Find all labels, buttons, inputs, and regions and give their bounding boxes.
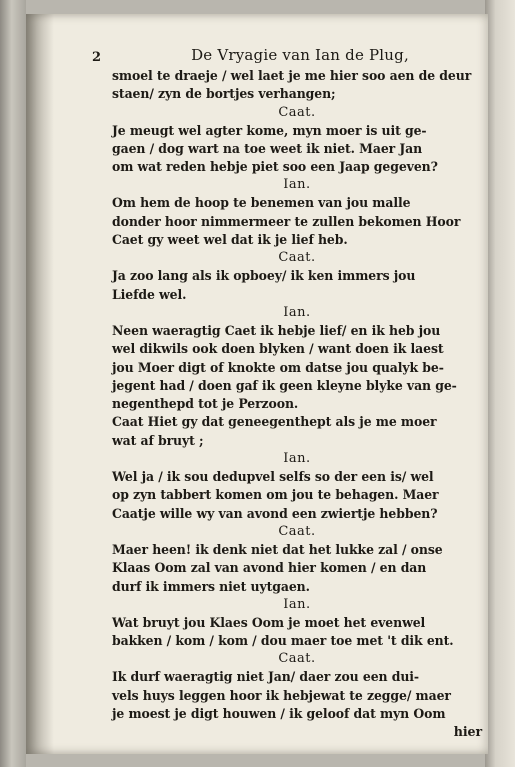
text-line: Wel ja / ik sou dedupvel selfs so der een is/ wel xyxy=(112,469,434,485)
scan-edge-right xyxy=(485,0,515,767)
text-line: jegent had / doen gaf ik geen kleyne blyke van ge- xyxy=(112,377,457,393)
text-line: Maer heen! ik denk niet dat het lukke zal / onse xyxy=(112,541,443,557)
text-line: Caet gy weet wel dat ik je lief heb. xyxy=(112,232,348,248)
text-line: bakken / kom / kom / dou maer toe met 't dik ent. xyxy=(112,633,454,649)
text-line: Ik durf waeragtig niet Jan/ daer zou een dui- xyxy=(112,669,420,685)
text-line: Caatje wille wy van avond een zwiertje hebben? xyxy=(112,505,438,521)
page-header xyxy=(115,46,485,64)
binding-shadow xyxy=(26,14,54,754)
speaker-name: Caat. xyxy=(278,250,316,266)
speaker-name: Ian. xyxy=(283,177,311,193)
speaker-name: Caat. xyxy=(278,523,316,539)
text-line: gaen / dog wart na toe weet ik niet. Maer Jan xyxy=(112,140,423,156)
text-line: hier xyxy=(453,724,482,740)
page-body-text xyxy=(112,67,482,742)
speaker-name: Ian. xyxy=(283,596,311,612)
scan-edge-left xyxy=(0,0,26,767)
speaker-name: Ian. xyxy=(283,451,311,467)
text-line: smoel te draeje / wel laet je me hier soo aen de deur xyxy=(112,68,472,83)
text-line: Neen waeragtig Caet ik hebje lief/ en ik heb jou xyxy=(112,322,441,338)
text-line: Klaas Oom zal van avond hier komen / en dan xyxy=(112,560,427,576)
text-line: Ja zoo lang als ik opboey/ ik ken immers jou xyxy=(112,268,416,284)
text-line: jou Moer digt of knokte om datse jou qualyk be- xyxy=(112,359,444,375)
text-line: om wat reden hebje piet soo een Jaap gegeven? xyxy=(112,159,438,175)
text-line: durf ik immers niet uytgaen. xyxy=(112,578,310,594)
text-line: wat af bruyt ; xyxy=(112,432,204,448)
text-line: Caat Hiet gy dat geneegenthept als je me moer xyxy=(112,414,437,430)
running-title: De Vryagie van Ian de Plug, xyxy=(191,46,409,64)
text-line: je moest je digt houwen / ik geloof dat myn Oom xyxy=(112,706,446,722)
speaker-name: Caat. xyxy=(278,651,316,667)
text-line: vels huys leggen hoor ik hebjewat te zegge/ maer xyxy=(112,687,451,703)
text-line: Wat bruyt jou Klaes Oom je moet het evenwel xyxy=(112,614,426,630)
text-line: donder hoor nimmermeer te zullen bekomen Hoor xyxy=(112,213,461,229)
text-line: negenthepd tot je Perzoon. xyxy=(112,396,299,412)
text-line: staen/ zyn de bortjes verhangen; xyxy=(112,86,336,102)
page-number: 2 xyxy=(92,50,102,65)
speaker-name: Ian. xyxy=(283,304,311,320)
text-line: Om hem de hoop te benemen van jou malle xyxy=(112,195,411,211)
text-line: Je meugt wel agter kome, myn moer is uit ge- xyxy=(112,122,427,138)
text-line: Liefde wel. xyxy=(112,286,187,302)
text-line: op zyn tabbert komen om jou te behagen. Maer xyxy=(112,487,439,503)
speaker-name: Caat. xyxy=(278,104,316,120)
text-line: wel dikwils ook doen blyken / want doen ik laest xyxy=(112,341,444,357)
